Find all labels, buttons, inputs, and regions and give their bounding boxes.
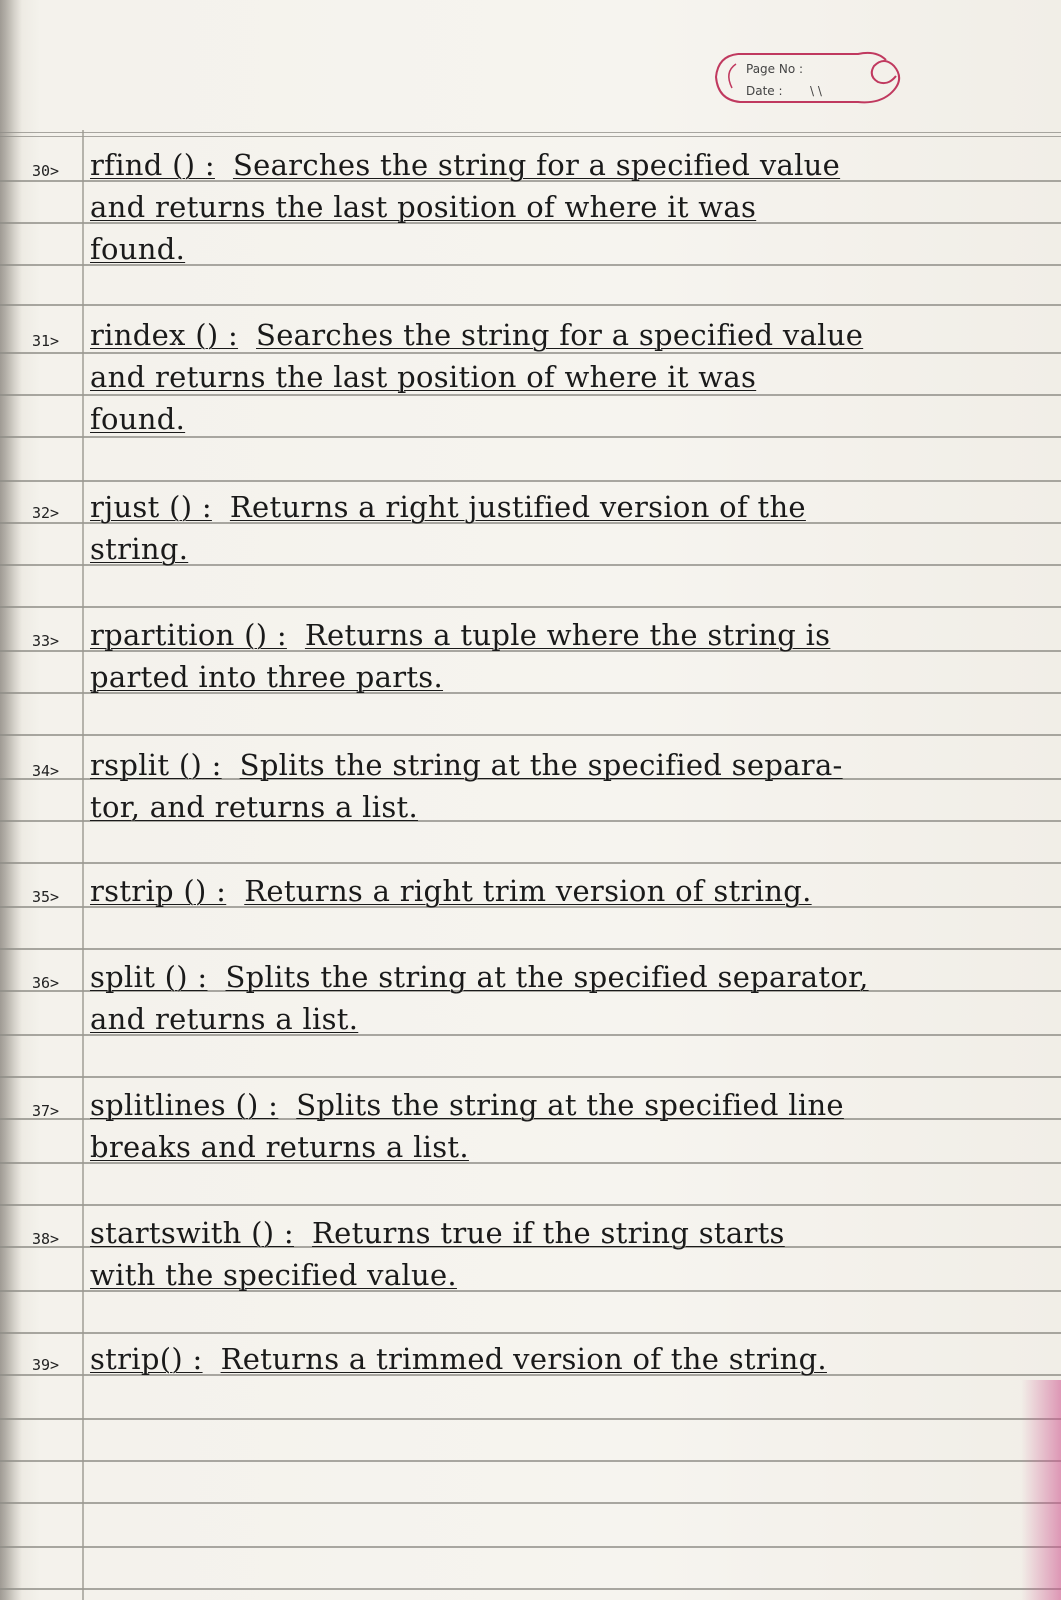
entry-number: 39> [32, 1356, 60, 1374]
method-description: Returns true if the string starts [312, 1216, 785, 1250]
date-label: Date : [746, 84, 783, 98]
entry-number: 37> [32, 1102, 60, 1120]
method-name: rpartition () : [90, 618, 287, 652]
entry-number: 31> [32, 332, 60, 350]
entry-line [90, 874, 1031, 908]
ruled-line [0, 1588, 1061, 1590]
ruled-line [0, 1204, 1061, 1206]
ruled-line [0, 1076, 1061, 1078]
ruled-line [0, 948, 1061, 950]
badge-outline-icon [708, 42, 908, 112]
margin-line [82, 130, 84, 1600]
ruled-line [0, 606, 1061, 608]
header-rule [0, 132, 1061, 133]
method-description: Searches the string for a specified value [232, 148, 841, 182]
entry-line [90, 748, 1031, 782]
entry-line: found. [90, 402, 186, 436]
ruled-line [0, 862, 1061, 864]
method-description: Returns a tuple where the string is [304, 618, 831, 652]
entry-line [90, 1216, 1031, 1250]
page-date-badge [708, 42, 908, 112]
method-description: Splits the string at the specified separa- [239, 748, 843, 782]
ruled-line [0, 352, 1061, 354]
entry-number: 36> [32, 974, 60, 992]
method-name: rstrip () : [90, 874, 227, 908]
ruled-line [0, 1546, 1061, 1548]
ruled-line [0, 1332, 1061, 1334]
method-name: strip() : [90, 1342, 203, 1376]
entry-line: tor, and returns a list. [90, 790, 418, 824]
entry-line [90, 490, 1031, 524]
entry-line: breaks and returns a list. [90, 1130, 469, 1164]
method-description: Returns a right trim version of string. [244, 874, 812, 908]
entry-line: parted into three parts. [90, 660, 444, 694]
method-description: Searches the string for a specified value [256, 318, 864, 352]
entry-line [90, 1088, 1031, 1122]
entry-line: string. [90, 532, 189, 566]
ruled-line [0, 734, 1061, 736]
entry-line: found. [90, 232, 186, 266]
entry-line [90, 960, 1031, 994]
method-description: Splits the string at the specified separator, [225, 960, 869, 994]
entry-line: and returns the last position of where it was [90, 190, 757, 224]
method-name: splitlines () : [90, 1088, 279, 1122]
page-no-label: Page No : [746, 62, 804, 76]
ruled-line [0, 394, 1061, 396]
entry-line [90, 148, 1031, 182]
entry-number: 38> [32, 1230, 60, 1248]
method-name: rjust () : [90, 490, 212, 524]
entry-number: 33> [32, 632, 60, 650]
page-edge-stain [1021, 1380, 1061, 1600]
entry-line [90, 1342, 1031, 1376]
ruled-line [0, 1460, 1061, 1462]
method-name: rsplit () : [90, 748, 222, 782]
ruled-line [0, 480, 1061, 482]
ruled-line [0, 1502, 1061, 1504]
method-name: split () : [90, 960, 208, 994]
method-description: Returns a trimmed version of the string. [220, 1342, 827, 1376]
entry-line: and returns a list. [90, 1002, 359, 1036]
method-description: Returns a right justified version of the [229, 490, 806, 524]
ruled-line [0, 304, 1061, 306]
entry-line: and returns the last position of where it was [90, 360, 757, 394]
date-value: \ \ [810, 84, 822, 98]
method-name: rfind () : [90, 148, 215, 182]
entry-line [90, 618, 1031, 652]
method-name: rindex () : [90, 318, 239, 352]
entry-number: 32> [32, 504, 60, 522]
entry-line: with the specified value. [90, 1258, 457, 1292]
page-binding-shadow [0, 0, 22, 1600]
entry-line [90, 318, 1031, 352]
method-description: Splits the string at the specified line [296, 1088, 844, 1122]
ruled-line [0, 436, 1061, 438]
entry-number: 30> [32, 162, 60, 180]
entry-number: 34> [32, 762, 60, 780]
ruled-line [0, 1418, 1061, 1420]
method-name: startswith () : [90, 1216, 294, 1250]
entry-number: 35> [32, 888, 60, 906]
